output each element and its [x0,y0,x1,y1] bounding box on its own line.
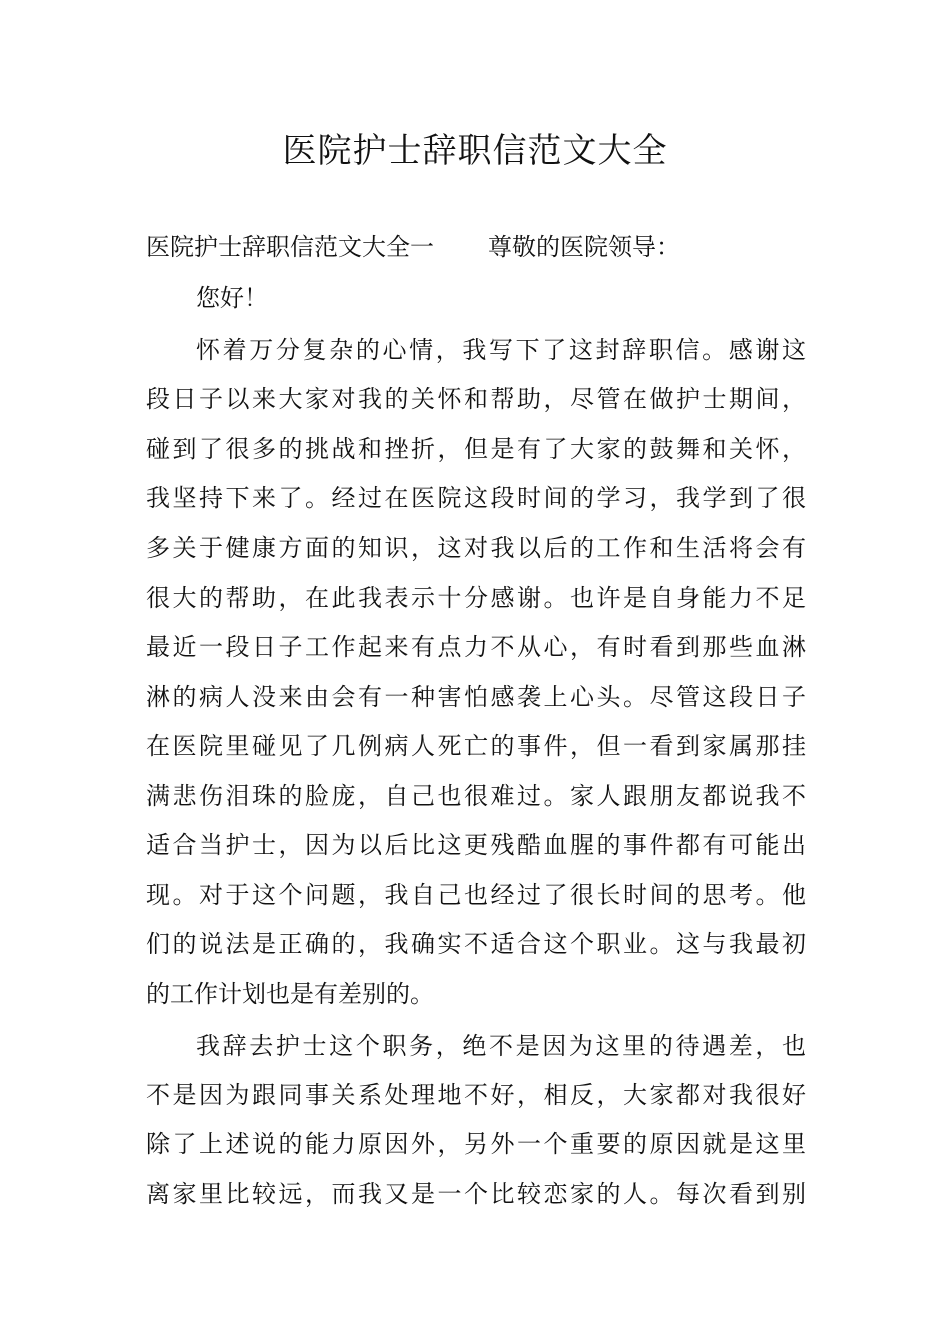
body-line: 离家里比较远，而我又是一个比较恋家的人。每次看到别 [146,1180,806,1208]
body-line: 的工作计划也是有差别的。 [146,980,434,1008]
body-line: 怀着万分复杂的心情，我写下了这封辞职信。感谢这 [196,336,806,364]
document-title: 医院护士辞职信范文大全 [282,131,668,171]
body-line: 碰到了很多的挑战和挫折，但是有了大家的鼓舞和关怀， [146,435,806,463]
section-heading: 医院护士辞职信范文大全一 [146,233,434,261]
body-line: 多关于健康方面的知识，这对我以后的工作和生活将会有 [146,534,806,562]
body-line: 适合当护士，因为以后比这更残酷血腥的事件都有可能出 [146,831,806,859]
body-line: 淋的病人没来由会有一种害怕感袭上心头。尽管这段日子 [146,683,806,711]
body-line: 最近一段日子工作起来有点力不从心，有时看到那些血淋 [146,633,806,661]
body-line: 我辞去护士这个职务，绝不是因为这里的待遇差，也 [196,1032,806,1060]
body-line: 段日子以来大家对我的关怀和帮助，尽管在做护士期间， [146,385,806,413]
body-line: 很大的帮助，在此我表示十分感谢。也许是自身能力不足 [146,584,806,612]
body-line: 现。对于这个问题，我自己也经过了很长时间的思考。他 [146,881,806,909]
greeting-line: 您好！ [196,284,268,312]
body-line: 在医院里碰见了几例病人死亡的事件，但一看到家属那挂 [146,732,806,760]
body-line: 我坚持下来了。经过在医院这段时间的学习，我学到了很 [146,484,806,512]
salutation: 尊敬的医院领导： [488,233,680,261]
body-line: 们的说法是正确的，我确实不适合这个职业。这与我最初 [146,930,806,958]
body-line: 不是因为跟同事关系处理地不好，相反，大家都对我很好 [146,1081,806,1109]
body-line: 满悲伤泪珠的脸庞，自己也很难过。家人跟朋友都说我不 [146,782,806,810]
heading-line [146,222,806,272]
body-line: 除了上述说的能力原因外，另外一个重要的原因就是这里 [146,1130,806,1158]
